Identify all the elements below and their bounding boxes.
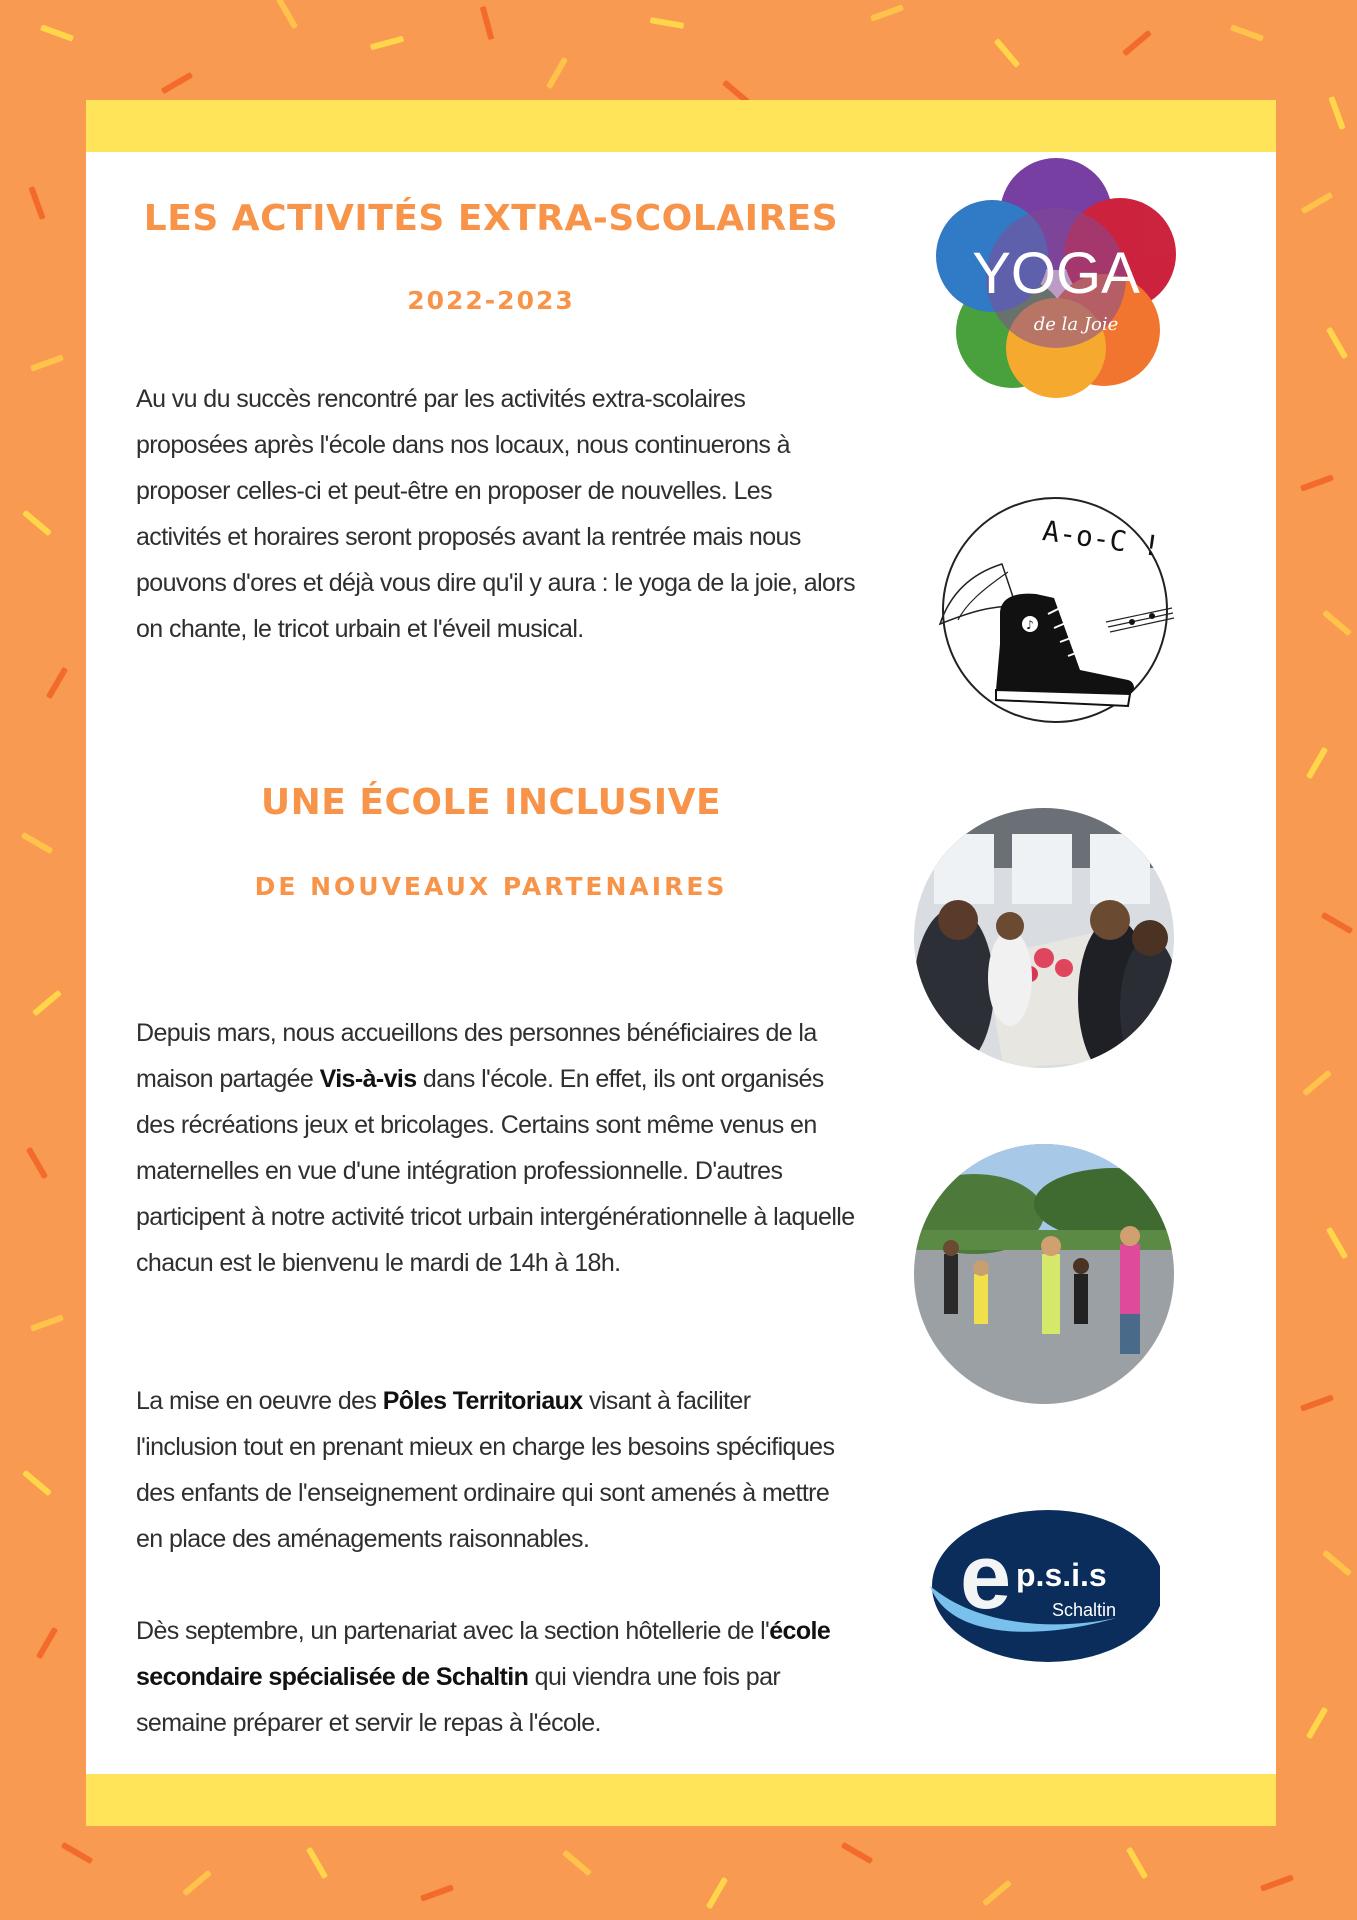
svg-text:♪: ♪ <box>1026 618 1034 632</box>
extracurricular-paragraph: Au vu du succès rencontré par les activités extra-scolaires proposées après l'école dans nos locaux, nous continuerons à proposer celles-ci et peut-être en proposer de nouvelles. Les activités et horaires seront proposés avant la rentrée mais nous pouvons d'ores et déjà vous dire qu'il y aura : le yoga de la joie, alors on chante, le tricot urbain et l'éveil musical. <box>136 385 855 643</box>
top-yellow-band <box>86 100 1276 152</box>
confetti-piece <box>61 1842 93 1864</box>
section-title-inclusive: UNE ÉCOLE INCLUSIVE <box>260 782 722 823</box>
confetti-piece <box>28 186 45 220</box>
confetti-piece <box>650 17 685 29</box>
section-subtitle-year: 2022-2023 <box>407 286 575 315</box>
confetti-piece <box>706 1877 728 1909</box>
bottom-yellow-band <box>86 1774 1276 1826</box>
vis-a-vis-paragraph: Depuis mars, nous accueillons des personnes bénéficiaires de la maison partagée Vis-à-vis dans l'école. En effet, ils ont organisés des récréations jeux et bricolages. Certains sont même venus en maternelles en vue d'une intégration professionnelle. D'autres participent à notre activité tricot urbain intergénérationnelle à laquelle chacun est le bienvenu le mardi de 14h à 18h. <box>136 1019 855 1277</box>
svg-text:p.s.i.s: p.s.i.s <box>1016 1557 1107 1593</box>
confetti-piece <box>1321 912 1353 934</box>
section-title-extracurricular: LES ACTIVITÉS EXTRA-SCOLAIRES <box>143 198 839 239</box>
alors-on-chante-logo <box>930 494 1180 728</box>
confetti-piece <box>546 57 568 89</box>
confetti-piece <box>1230 24 1264 41</box>
vis-a-vis-name: Vis-à-vis <box>319 1065 417 1093</box>
confetti-piece <box>46 667 68 699</box>
svg-text:A-o-C !: A-o-C ! <box>1040 514 1163 564</box>
photo-knitting-workshop <box>914 808 1174 1068</box>
confetti-piece <box>870 4 904 21</box>
yoga-de-la-joie-logo <box>926 158 1186 410</box>
epsis-schaltin-logo <box>920 1490 1160 1670</box>
photo-outdoor-games <box>914 1144 1174 1404</box>
confetti-piece <box>1322 610 1352 636</box>
confetti-piece <box>1306 747 1328 779</box>
schaltin-paragraph: Dès septembre, un partenariat avec la section hôtellerie de l'école secondaire spécialisée de Schaltin qui viendra une fois par semaine préparer et servir le repas à l'école. <box>136 1617 831 1737</box>
confetti-piece <box>1300 474 1334 491</box>
svg-text:de la Joie: de la Joie <box>1033 314 1119 335</box>
confetti-piece <box>1322 1550 1352 1576</box>
confetti-piece <box>22 510 52 536</box>
confetti-piece <box>1122 30 1152 56</box>
poles-territoriaux-paragraph: La mise en oeuvre des Pôles Territoriaux visant à faciliter l'inclusion tout en prenant mieux en charge les besoins spécifiques des enfants de l'enseignement ordinaire qui sont amenés à mettre en place des aménagements raisonnables. <box>136 1387 835 1553</box>
confetti-piece <box>30 1314 64 1331</box>
svg-text:YOGA: YOGA <box>972 241 1140 306</box>
confetti-piece <box>562 1850 592 1876</box>
confetti-piece <box>26 1147 48 1179</box>
confetti-piece <box>841 1842 873 1864</box>
svg-text:e: e <box>960 1526 1012 1628</box>
confetti-piece <box>420 1884 454 1901</box>
confetti-piece <box>1301 192 1333 214</box>
schaltin-school-name: école secondaire spécialisée de Schaltin <box>136 1617 831 1691</box>
confetti-piece <box>994 38 1020 68</box>
svg-text:Schaltin: Schaltin <box>1052 1600 1117 1620</box>
confetti-piece <box>982 1880 1012 1906</box>
confetti-piece <box>30 354 64 371</box>
confetti-piece <box>370 36 404 51</box>
confetti-piece <box>22 1470 52 1496</box>
confetti-piece <box>1300 1394 1334 1411</box>
confetti-piece <box>1306 1707 1328 1739</box>
confetti-piece <box>276 0 298 29</box>
confetti-piece <box>40 24 74 41</box>
confetti-piece <box>161 72 193 94</box>
section-subtitle-partners: DE NOUVEAUX PARTENAIRES <box>254 872 728 901</box>
confetti-piece <box>1260 1874 1294 1891</box>
confetti-piece <box>32 990 62 1016</box>
confetti-piece <box>306 1847 328 1879</box>
confetti-piece <box>1328 96 1345 130</box>
confetti-piece <box>1326 1227 1348 1259</box>
confetti-piece <box>21 832 53 854</box>
confetti-piece <box>36 1627 58 1659</box>
confetti-piece <box>1126 1847 1148 1879</box>
poles-territoriaux-name: Pôles Territoriaux <box>382 1387 583 1415</box>
confetti-piece <box>1302 1070 1332 1096</box>
confetti-piece <box>1326 327 1348 359</box>
confetti-piece <box>480 6 495 40</box>
confetti-piece <box>182 1870 212 1896</box>
